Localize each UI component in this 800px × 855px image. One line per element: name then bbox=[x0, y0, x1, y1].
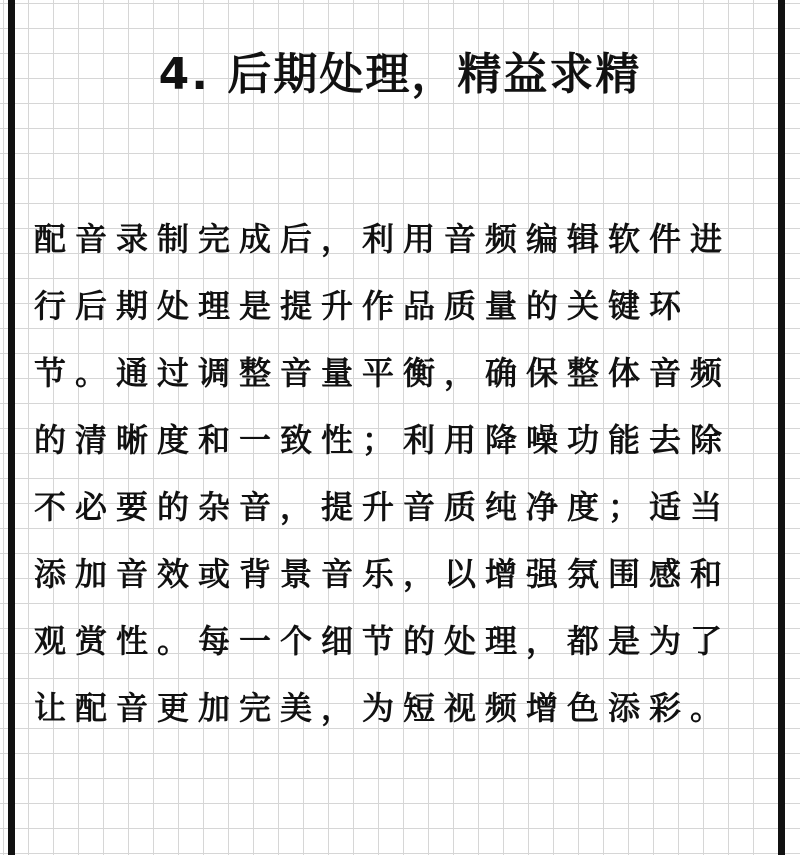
left-border-line bbox=[8, 0, 15, 855]
section-title: 4. 后期处理，精益求精 bbox=[158, 49, 642, 101]
body-paragraph: 配音录制完成后，利用音频编辑软件进行后期处理是提升作品质量的关键环节。通过调整音量平衡，确保整体音频的清晰度和一致性；利用降噪功能去除不必要的杂音，提升音质纯净度；适当添加音效或背景音乐，以增强氛围感和观赏性。每一个细节的处理，都是为了让配音更加完美，为短视频增色添彩。 bbox=[34, 220, 732, 727]
right-border-line bbox=[778, 0, 785, 855]
